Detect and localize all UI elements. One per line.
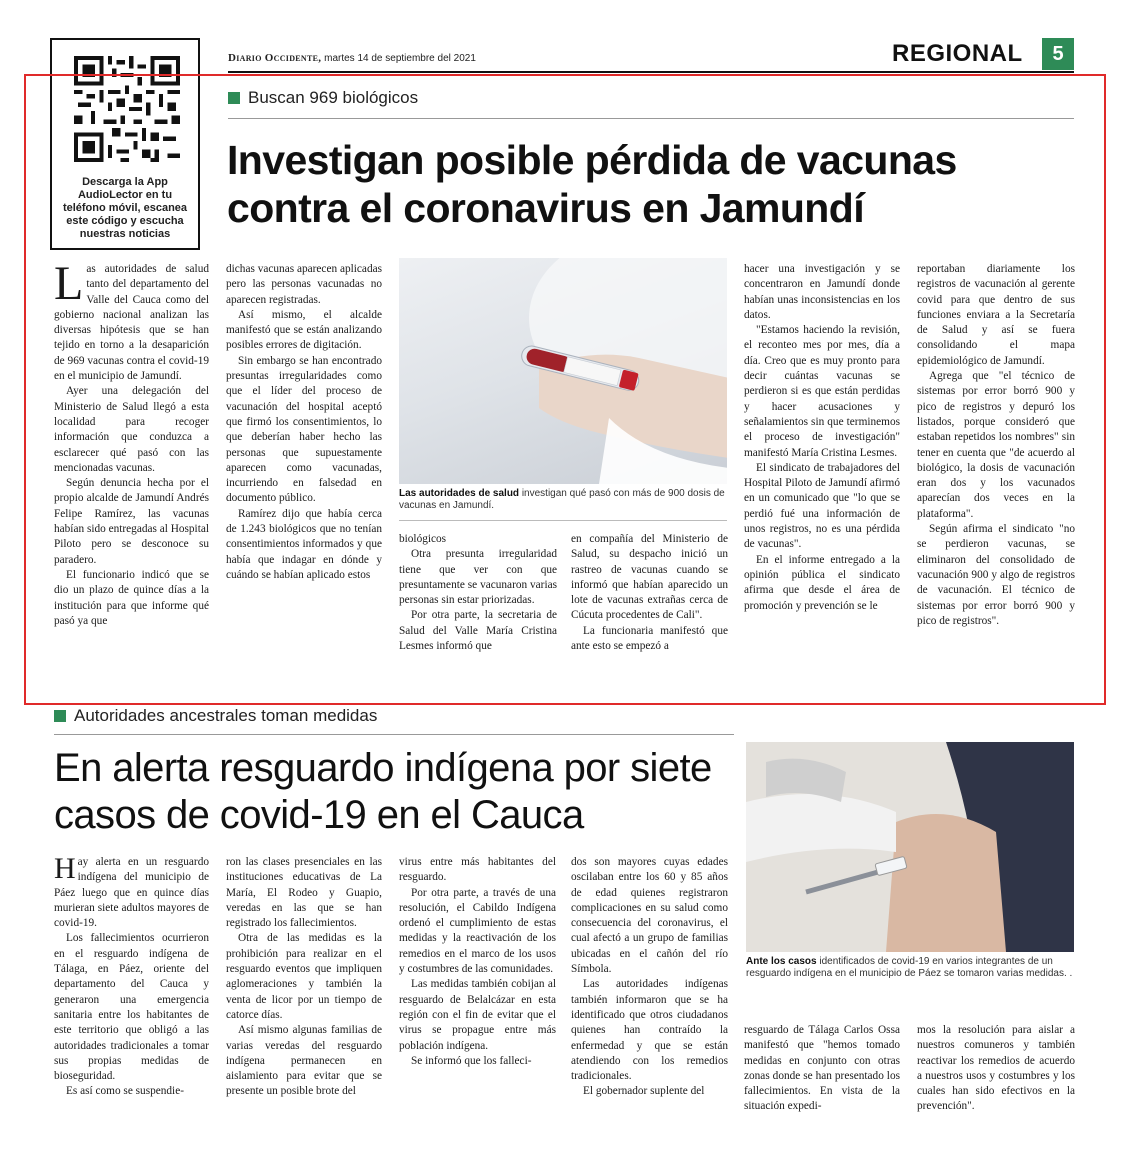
article1-col2-p4: Ramírez dijo que había cerca de 1.243 biológicos que no tenían consentimientos informados y que había que indagar en dónde y cuándo se habían aplicado estos	[226, 507, 382, 581]
article1-column-3	[399, 532, 557, 684]
article2-column-2	[226, 855, 382, 1155]
article2-column-1	[54, 855, 209, 1155]
page-number-badge: 5	[1042, 38, 1074, 70]
article1-col1-p3: Según denuncia hecha por el propio alcalde de Jamundí Andrés Felipe Ramírez, las vacunas habían sido entregadas al Hospital Piloto pero se desconoce su paradero.	[54, 477, 209, 566]
article2-col2-p3: Así mismo algunas familias de varias veredas del resguardo indígena permanecen en aislamiento para evitar que se presente un posible brote del	[226, 1024, 382, 1098]
publication-name: Diario Occidente,	[228, 52, 322, 64]
article2-col2-p2: Otra de las medidas es la prohibición para realizar en el resguardo eventos que impliquen aglomeraciones y también la venta de licor por un tiempo de catorce días.	[226, 932, 382, 1021]
article1-col5-p4: En el informe entregado a la opinión pública el sindicato afirma que desde el área de promoción y prevención se le	[744, 553, 900, 612]
article2-col1-p3: Es así como se suspendie-	[66, 1085, 184, 1098]
section-title: REGIONAL	[892, 40, 1023, 67]
article2-column-4	[571, 855, 728, 1155]
publication-date: martes 14 de septiembre del 2021	[324, 53, 476, 64]
article2-col3-p2: Por otra parte, a través de una resolución, el Cabildo Indígena ordenó el cumplimiento de estas medidas y la reactivación de los remedios en el marco de los usos y costumbres de las comunidades.	[399, 886, 556, 976]
article1-column-2	[226, 262, 382, 684]
masthead	[228, 52, 476, 64]
qr-promo-box	[50, 38, 200, 250]
article1-col5-p1: hacer una investigación y se concentraron en Jamundí donde habían unas inconsistencias en los datos.	[744, 263, 900, 321]
article1-kicker-text: Buscan 969 biológicos	[248, 88, 419, 107]
article1-col6-p1: reportaban diariamente los registros de vacunación al gerente covid para que dentro de sus funciones enviara a la Secretaría de Salud y así se fuera consolidando el mapa epidemiológico de Jamundí.	[917, 263, 1075, 367]
article1-col2-p1: dichas vacunas aparecen aplicadas pero las personas vacunadas no aparecen registradas.	[226, 263, 382, 306]
article1-col2-p3: Sin embargo se han encontrado presuntas irregularidades como que el líder del proceso de vacunación del hospital aceptó que firmó los consentimientos, lo que deberían haber hecho las personas que supuestamente aparecen como vacunadas, incurriendo en falsedad en documento público.	[226, 354, 382, 505]
top-rule	[228, 71, 1074, 73]
article2-col3-p3: Las medidas también cobijan al resguardo de Belalcázar en esta región con el fin de evitar que el virus se propague entre más población indígena.	[399, 978, 556, 1052]
qr-code-icon[interactable]	[74, 56, 180, 162]
article2-col1-p1	[54, 855, 209, 931]
article1-col4-p1: en compañía del Ministerio de Salud, su despacho inició un rastreo de vacunas cuando se informó que habían aparecido un lote de vacunas extrañas cerca de Cúcuta procedentes de Cali".	[571, 533, 728, 622]
article2-col6-p1: mos la resolución para aislar a nuestros comuneros y también reactivar los remedios de acuerdo a nuestros usos y costumbres y los cuales han sido efectivos en la prevención".	[917, 1024, 1075, 1113]
article1-col1-p1	[54, 262, 209, 384]
article1-kicker	[228, 88, 418, 108]
article1-col3-p2: Otra presunta irregularidad tiene que ver con que presuntamente se vacunaron varias personas sin estar priorizadas.	[399, 548, 557, 607]
article1-column-4	[571, 532, 728, 684]
article1-column-6	[917, 262, 1075, 684]
dropcap: H	[54, 855, 76, 885]
article1-caption-text: investigan qué pasó con más de 900 dosis de vacunas en Jamundí.	[399, 488, 725, 511]
article2-kicker	[54, 706, 377, 726]
article2-column-6	[917, 1023, 1075, 1155]
article2-col2-p1: ron las clases presenciales en las instituciones educativas de La María, El Rodeo y Guapio, veredas en las que se han registrado los fallecimientos.	[226, 856, 382, 930]
article1-col3-p1: biológicos	[399, 533, 447, 545]
dropcap: L	[54, 262, 84, 310]
article1-col6-p2: Agrega que "el técnico de sistemas por error borró 900 y pico de registros y depuró los listados, porque consideró que estaban repetidos los nombres" sin tener en cuenta que "de acuerdo al biológico, la dosis de vacunación eran dos y los vacunados aparecían dos veces en la plataforma".	[917, 370, 1075, 520]
article1-col5-p2: "Estamos haciendo la revisión, el reconteo mes por mes, día a día. Creo que es muy pronto para decir cuántas vacunas se perdieron si es que están perdidas y hacer acusaciones y señalamientos sin que terminemos el proceso de investigación" manifestó María Cristina Lesmes.	[744, 324, 900, 459]
article1-column-1	[54, 262, 209, 684]
article1-col1-p1-text: as autoridades de salud tanto del departamento del Valle del Cauca como del gobierno nacional analizan las diversas hipótesis que se han tejido en torno a la desaparición de 969 vacunas contra el covid-19 en el municipio de Jamundí.	[54, 263, 209, 383]
article2-column-5	[744, 1023, 900, 1155]
article1-column-5	[744, 262, 900, 684]
article1-col2-p2: Así mismo, el alcalde manifestó que se están analizando posibles errores de digitación.	[226, 308, 382, 352]
article1-col6-p3: Según afirma el sindicato "no se perdieron vacunas, se eliminaron del consolidado de vacunación 900 y algo de registros de vacunación. El técnico de sistemas por error borró 900 y pico de registros".	[917, 523, 1075, 627]
article1-headline: Investigan posible pérdida de vacunas contra el coronavirus en Jamundí	[227, 137, 957, 231]
article2-col1-p1-text: ay alerta en un resguardo indígena del municipio de Páez luego que en quince días murieran siete adultos mayores de covid-19.	[54, 856, 209, 930]
article1-photo-caption	[399, 488, 729, 512]
kicker-square-icon	[228, 92, 240, 104]
kicker-rule	[228, 118, 1074, 119]
article1-caption-lead: Las autoridades de salud	[399, 488, 520, 499]
article1-col3-p3: Por otra parte, la secretaria de Salud del Valle María Cristina Lesmes informó que	[399, 609, 557, 653]
article2-photo-caption	[746, 956, 1076, 980]
article2-col5-p1: resguardo de Tálaga Carlos Ossa manifestó que "hemos tomado medidas en conjunto con otras zonas donde se han presentado los fallecimientos. En vista de la situación expedi-	[744, 1024, 900, 1113]
article1-col5-p3: El sindicato de trabajadores del Hospital Piloto de Jamundí afirmó en un comunicado que "lo que se perdió fué una información de unos registros, no es una pérdida de vacunas".	[744, 461, 900, 551]
article2-caption-lead: Ante los casos	[746, 956, 817, 967]
caption-rule	[399, 520, 727, 521]
article2-col1-p2: Los fallecimientos ocurrieron en el resguardo indígena de Tálaga, en Páez, oriente del departamento del Cauca y generaron una emergencia sanitaria entre los habitantes de este territorio que obligó a las autoridades tradicionales a tomar sus propias medidas de bioseguridad.	[54, 932, 209, 1083]
article2-col4-p1: dos son mayores cuyas edades oscilaban entre los 60 y 85 años de edad quienes registraron complicaciones en su salud como consecuencia del coronavirus, el cual afectó a un grupo de familias ubicadas en el cañón del río Símbola.	[571, 856, 728, 976]
article2-col4-p3: El gobernador suplente del	[583, 1085, 705, 1098]
kicker-rule	[54, 734, 734, 735]
kicker-square-icon	[54, 710, 66, 722]
article2-kicker-text: Autoridades ancestrales toman medidas	[74, 706, 378, 725]
article2-column-3	[399, 855, 556, 1155]
qr-caption: Descarga la App AudioLector en tu teléfono móvil, escanea este código y escucha nuestras noticias	[62, 176, 188, 240]
article1-col1-p4: El funcionario indicó que se dio un plazo de quince días a la institución para que informe qué pasó ya que	[54, 568, 209, 627]
article2-col4-p2: Las autoridades indígenas también informaron que se ha identificado que otros ciudadanos quienes han contraído la enfermedad y que se están atendiendo con los remedios tradicionales.	[571, 978, 728, 1083]
article1-col4-p2: La funcionaria manifestó que ante esto se empezó a	[571, 624, 728, 653]
article2-col3-p1: virus entre más habitantes del resguardo.	[399, 856, 556, 884]
article2-photo	[746, 742, 1074, 952]
article2-caption-text: identificados de covid-19 en varios integrantes de un resguardo indígena en el municipio de Páez se tomaron varias medidas. .	[746, 956, 1073, 979]
article2-headline: En alerta resguardo indígena por siete casos de covid-19 en el Cauca	[54, 746, 712, 837]
article2-col3-p4: Se informó que los falleci-	[411, 1054, 532, 1067]
article1-photo	[399, 258, 727, 484]
article1-col1-p2: Ayer una delegación del Ministerio de Salud llegó a esta localidad para recoger información que conduzca a esclarecer qué pasó con las mencionadas vacunas.	[54, 385, 209, 474]
